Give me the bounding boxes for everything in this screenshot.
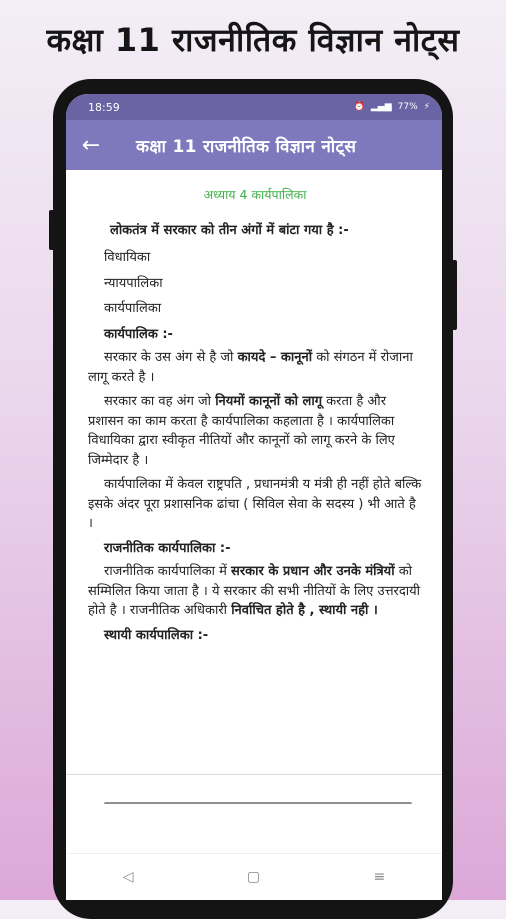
organ-item: न्यायपालिका bbox=[104, 275, 163, 291]
paragraph-1: सरकार के उस अंग से है जो कायदे – कानूनों को संगठन में रोजाना लागू करते है । bbox=[88, 350, 413, 385]
paragraph-2: सरकार का वह अंग जो नियमों कानूनों को लागू करता है और प्रशासन का काम करता है कार्यपालिका कहलाता है । कार्यपालिका विधायिका द्वारा स्वीकृत नीतियों और कानूनों को लागू करने के लिए जिम्मेदार है । bbox=[88, 394, 395, 468]
promo-title: कक्षा 11 राजनीतिक विज्ञान नोट्स bbox=[46, 21, 460, 59]
navigation-bar bbox=[66, 853, 442, 900]
battery-text: 77% bbox=[397, 102, 418, 112]
nav-back-icon[interactable]: ◁ bbox=[122, 869, 134, 885]
organ-item: कार्यपालिका bbox=[104, 301, 162, 317]
power-button bbox=[452, 260, 457, 330]
intro-text: लोकतंत्र में सरकार को तीन अंगों में बांटा गया है :- bbox=[110, 222, 349, 238]
paragraph-4: राजनीतिक कार्यपालिका में सरकार के प्रधान और उनके मंत्रियों को सम्मिलित किया जाता है । ये सरकार की सभी नीतियों के लिए उत्तरदायी होते है । राजनीतिक अधिकारी निर्वाचित होते है , स्थायी नही । bbox=[88, 564, 421, 619]
content-divider bbox=[66, 774, 442, 775]
section-heading-permanent: स्थायी कार्यपालिका :- bbox=[104, 627, 209, 643]
status-time: 18:59 bbox=[88, 100, 120, 114]
notes-content bbox=[66, 170, 442, 645]
cut-off-text-line bbox=[104, 802, 412, 810]
section-heading-executive: कार्यपालिक :- bbox=[104, 326, 173, 342]
charging-icon: ⚡ bbox=[423, 102, 430, 112]
section-heading-political: राजनीतिक कार्यपालिका :- bbox=[104, 540, 231, 556]
alarm-icon: ⏰ bbox=[353, 102, 365, 112]
app-bar bbox=[66, 120, 442, 170]
status-icons bbox=[354, 102, 430, 112]
app-screen bbox=[66, 94, 442, 900]
signal-icon: ▂▄▆ bbox=[370, 102, 392, 112]
back-arrow-icon[interactable]: ← bbox=[81, 132, 101, 158]
status-bar bbox=[66, 94, 442, 120]
volume-button bbox=[49, 210, 54, 250]
nav-menu-icon[interactable]: ≡ bbox=[373, 869, 386, 885]
nav-home-icon[interactable]: ▢ bbox=[246, 869, 261, 885]
app-title: कक्षा 11 राजनीतिक विज्ञान नोट्स bbox=[136, 136, 357, 157]
paragraph-3: कार्यपालिका में केवल राष्ट्रपति , प्रधानमंत्री य मंत्री ही नहीं होते बल्कि इसके अंदर पूरा प्रशासनिक ढांचा ( सिविल सेवा के सदस्य ) भी आते है । bbox=[88, 477, 422, 532]
chapter-title: अध्याय 4 कार्यपालिका bbox=[203, 187, 307, 202]
organ-item: विधायिका bbox=[104, 250, 151, 266]
